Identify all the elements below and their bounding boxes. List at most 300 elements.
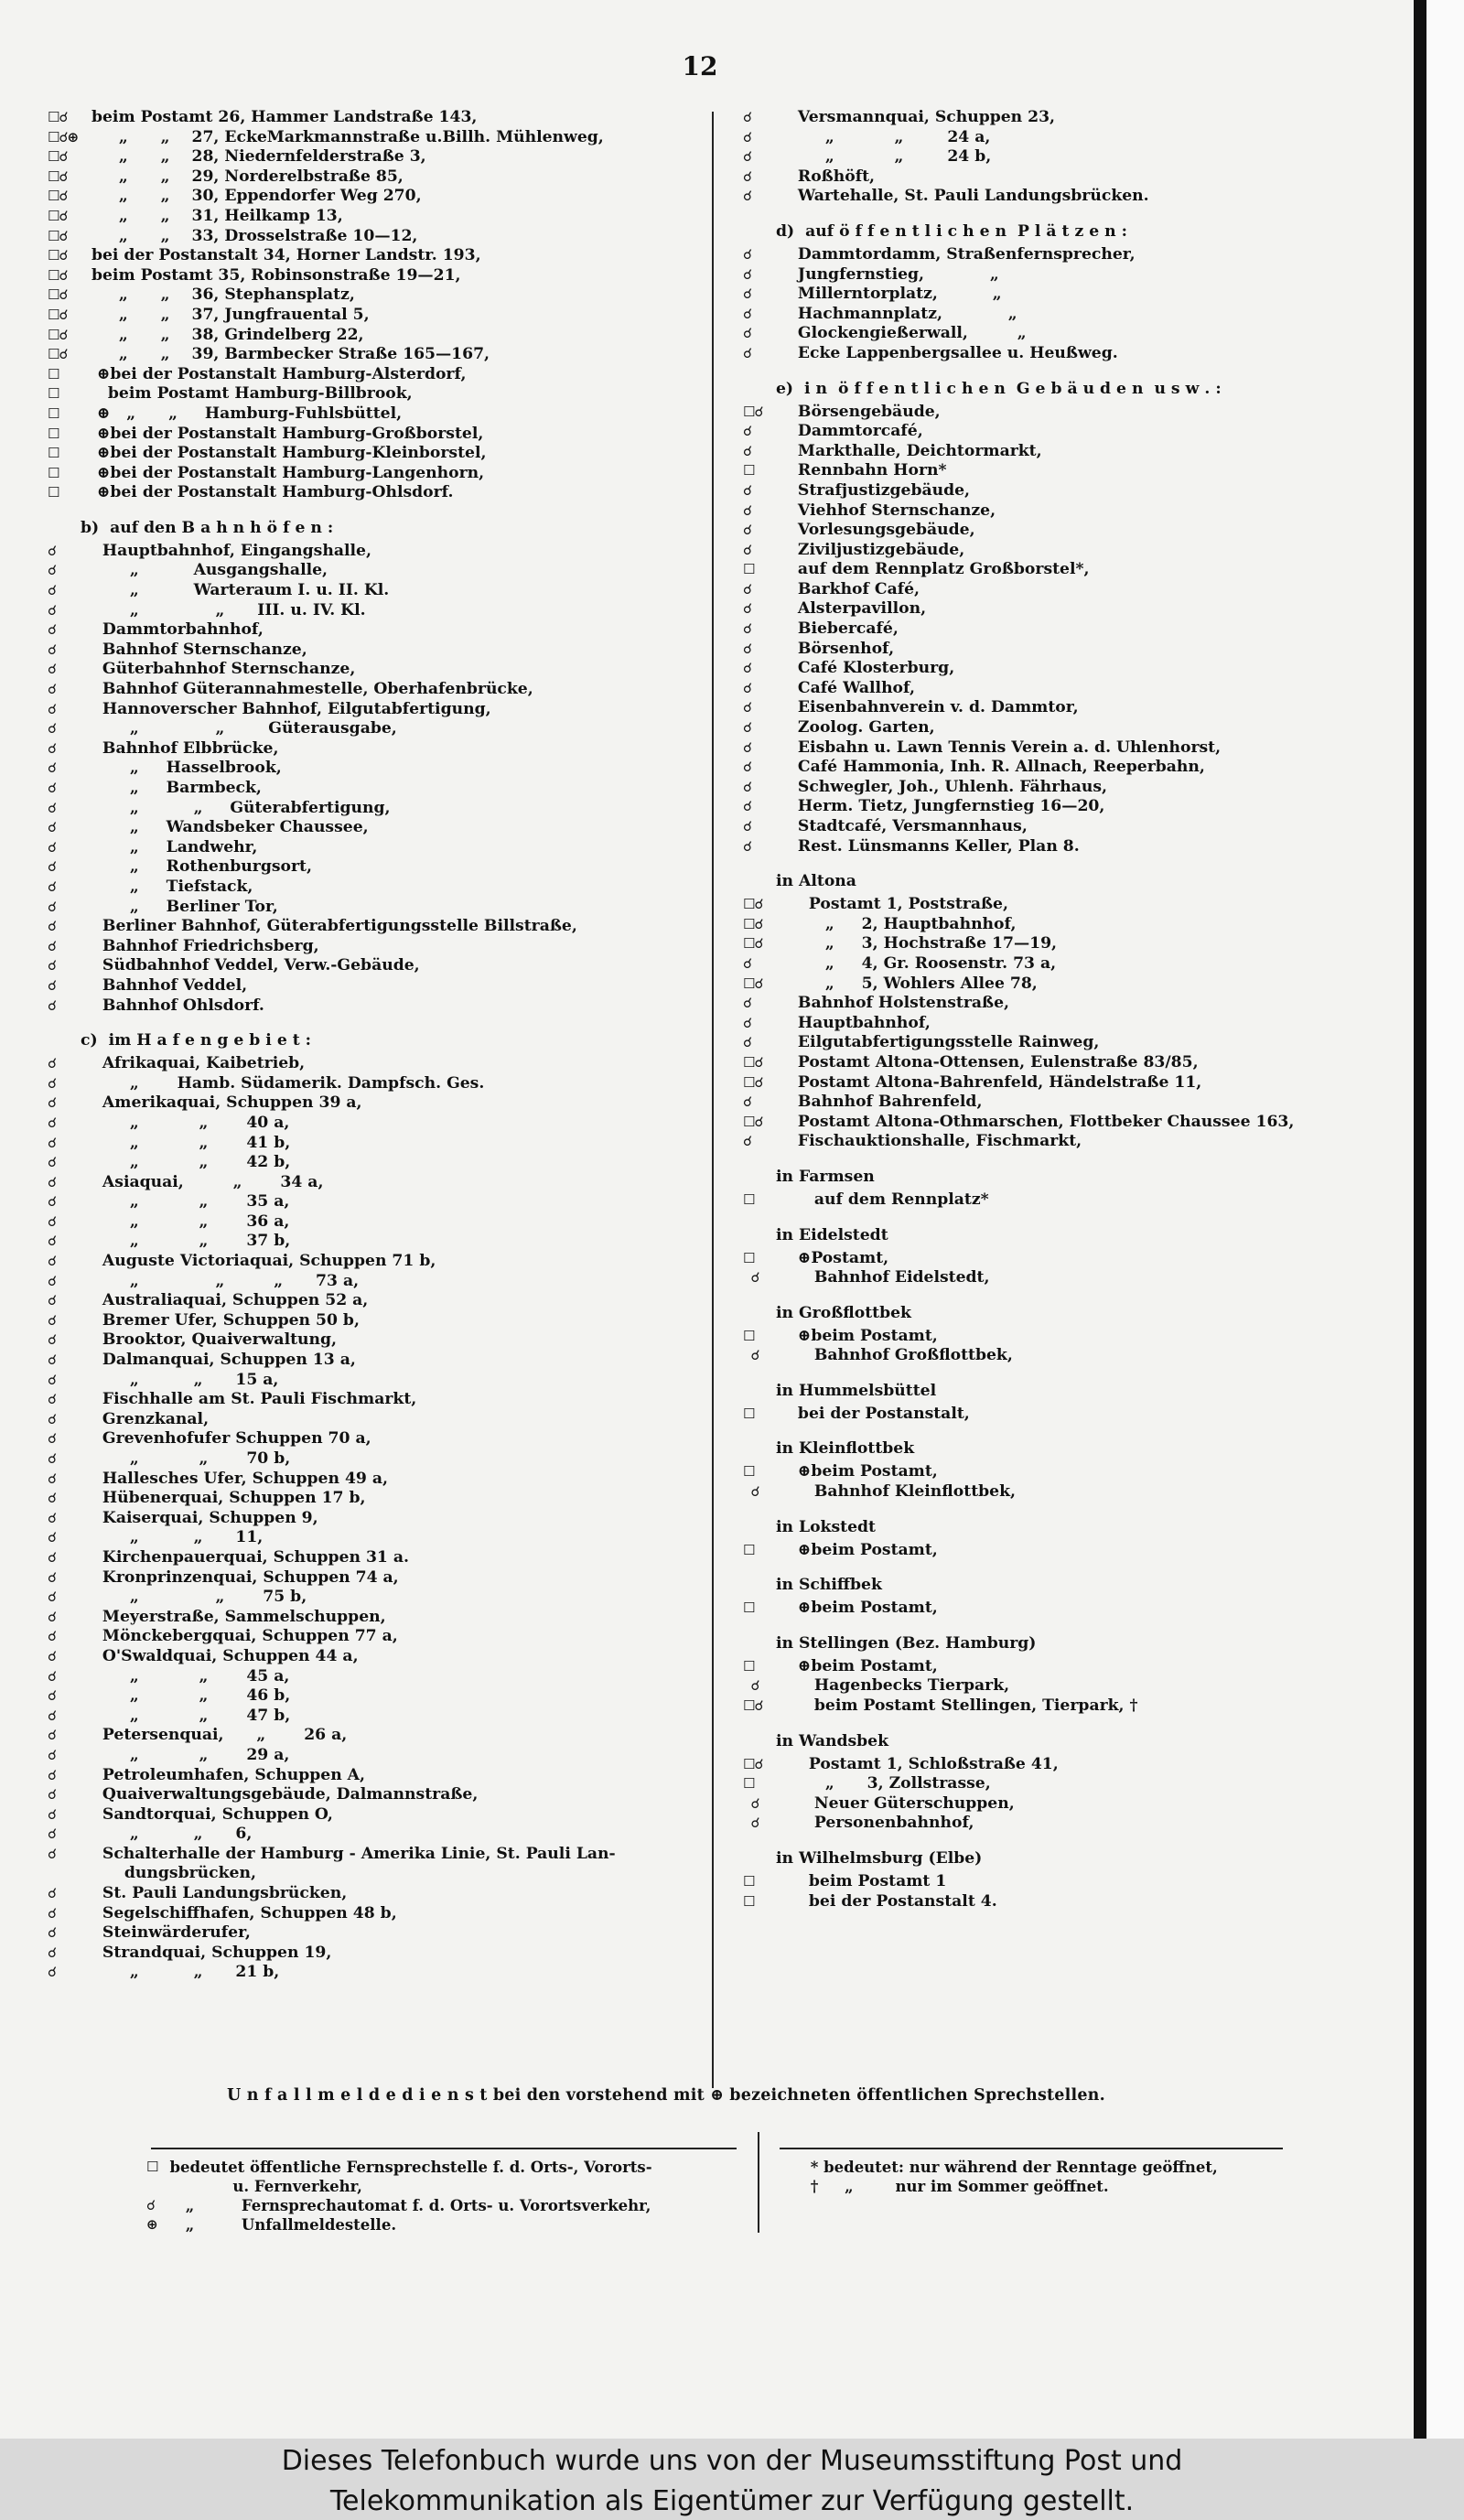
entry-text: Amerikaquai, Schuppen 39 a,	[81, 1093, 362, 1113]
right-entry	[743, 108, 1383, 128]
service-symbol-icon: ☐	[743, 462, 755, 479]
service-symbol-icon: ☌	[743, 1794, 759, 1812]
right-entry	[743, 817, 1383, 837]
service-symbol-icon: ☐☌	[48, 326, 68, 343]
left-entry	[48, 1192, 697, 1212]
right-entry	[743, 305, 1383, 325]
right-entry	[743, 1657, 1383, 1677]
service-symbol-icon: ☌	[48, 1134, 57, 1151]
entry-text: Café Wallhof,	[776, 678, 916, 697]
service-symbol-icon: ☌	[743, 1014, 752, 1031]
entry-text: ⊕Postamt,	[776, 1248, 889, 1267]
entry-text: in Wandsbek	[776, 1731, 889, 1750]
service-symbol-icon: ☌	[48, 819, 57, 836]
right-entry	[743, 1755, 1383, 1775]
entry-text: Wartehalle, St. Pauli Landungsbrücken.	[776, 187, 1149, 206]
service-symbol-icon: ☐☌	[48, 207, 68, 224]
page-number: 12	[682, 51, 718, 81]
entry-text: Fischhalle am St. Pauli Fischmarkt,	[81, 1390, 417, 1409]
left-entry	[48, 1647, 697, 1667]
left-entry	[48, 1429, 697, 1449]
service-symbol-icon: ☐☌⊕	[48, 128, 79, 145]
entry-text: ⊕bei der Postanstalt Hamburg-Alsterdorf,	[81, 364, 467, 383]
entry-text: „ „ 24 a,	[776, 127, 991, 146]
service-symbol-icon: ☌	[48, 1766, 57, 1783]
entry-text: Versmannquai, Schuppen 23,	[776, 108, 1056, 126]
entry-text: Bahnhof Holstenstraße,	[776, 994, 1009, 1013]
service-symbol-icon: ☌	[48, 1647, 57, 1664]
service-symbol-icon: ☐	[743, 1873, 755, 1890]
left-entry	[48, 1825, 697, 1845]
entry-text: in Hummelsbüttel	[776, 1381, 937, 1400]
service-symbol-icon: ☌	[48, 1410, 57, 1427]
service-symbol-icon: ☐☌	[48, 306, 68, 323]
right-entry	[743, 422, 1383, 442]
legend-left-entry	[146, 2177, 750, 2196]
left-entry	[48, 542, 697, 562]
service-symbol-icon: ☐☌	[48, 247, 68, 264]
left-entry	[48, 285, 697, 306]
service-symbol-icon: ☌	[743, 640, 752, 657]
entry-text: „ 3, Hochstraße 17—19,	[776, 934, 1058, 953]
left-entry	[48, 246, 697, 266]
service-symbol-icon: ☌	[743, 344, 752, 361]
legend-left-entry	[146, 2158, 750, 2177]
service-symbol-icon: ☌	[743, 719, 752, 737]
entry-text: Dammtorbahnhof,	[81, 620, 264, 640]
service-symbol-icon: ☌	[48, 562, 57, 579]
entry-text: in Farmsen	[776, 1167, 875, 1186]
service-symbol-icon: ☌	[743, 522, 752, 539]
entry-text: „ Landwehr,	[81, 837, 258, 856]
left-entry	[48, 1153, 697, 1173]
entry-text: Dammtorcafé,	[776, 422, 923, 441]
right-section-heading	[743, 1163, 1383, 1190]
right-section-heading	[743, 1299, 1383, 1327]
service-symbol-icon: ☌	[48, 1509, 57, 1526]
right-entry	[743, 698, 1383, 718]
service-symbol-icon: ☌	[48, 1272, 57, 1289]
right-section-heading	[743, 1513, 1383, 1541]
entry-text: beim Postamt Stellingen, Tierpark, †	[776, 1696, 1138, 1716]
left-entry	[48, 1470, 697, 1490]
service-symbol-icon: ☌	[743, 109, 752, 125]
right-entry	[743, 758, 1383, 778]
left-entry	[48, 147, 697, 167]
left-entry	[48, 404, 697, 425]
entry-text: in Kleinflottbek	[776, 1439, 915, 1459]
left-entry	[48, 857, 697, 878]
service-symbol-icon: ☐	[48, 425, 59, 442]
entry-text: Asiaquai, „ 34 a,	[81, 1172, 324, 1191]
entry-text: Markthalle, Deichtormarkt,	[776, 441, 1042, 460]
entry-text: Afrikaquai, Kaibetrieb,	[81, 1054, 306, 1073]
service-symbol-icon: ☐	[743, 1892, 755, 1910]
service-symbol-icon: ☌	[48, 1786, 57, 1804]
entry-text: Börsengebäude,	[776, 402, 941, 421]
service-symbol-icon: ☌	[48, 918, 57, 935]
entry-text: Steinwärderufer,	[81, 1923, 251, 1943]
left-entry	[48, 444, 697, 464]
entry-text: „ Hamb. Südamerik. Dampfsch. Ges.	[81, 1073, 485, 1093]
service-symbol-icon: ☐	[48, 484, 59, 501]
service-symbol-icon: ☌	[743, 501, 752, 519]
service-symbol-icon: ☌	[743, 759, 752, 776]
left-entry	[48, 128, 697, 148]
right-section-heading	[743, 1222, 1383, 1249]
service-symbol-icon: ☌	[48, 1193, 57, 1211]
service-symbol-icon: ☌	[48, 1074, 57, 1092]
left-entry	[48, 601, 697, 621]
service-symbol-icon: ☌	[743, 245, 752, 263]
service-symbol-icon: ☐☌	[48, 266, 68, 284]
service-symbol-icon: ☌	[743, 442, 752, 459]
service-symbol-icon: ☌	[146, 2197, 156, 2213]
service-symbol-icon: ☌	[48, 1707, 57, 1724]
entry-text: ⊕ „ „ Hamburg-Fuhlsbüttel,	[81, 404, 403, 423]
entry-text: „ 3, Zollstrasse,	[776, 1774, 991, 1793]
left-entry	[48, 1963, 697, 1983]
left-entry	[48, 306, 697, 326]
entry-text: „ „ 35 a,	[81, 1192, 290, 1212]
right-entry	[743, 324, 1383, 344]
right-entry	[743, 461, 1383, 481]
legend-right-entry	[805, 2158, 1318, 2177]
entry-text: in Lokstedt	[776, 1517, 876, 1536]
service-symbol-icon: ☌	[48, 838, 57, 856]
left-entry	[48, 167, 697, 188]
left-entry	[48, 1074, 697, 1094]
entry-text: „ „ 42 b,	[81, 1153, 291, 1172]
service-symbol-icon: ☌	[743, 188, 752, 205]
service-symbol-icon: ☌	[743, 620, 752, 638]
service-symbol-icon: ☌	[48, 739, 57, 757]
spacer	[743, 1424, 1383, 1435]
entry-text: Neuer Güterschuppen,	[776, 1793, 1015, 1813]
service-symbol-icon: ☐	[48, 365, 59, 382]
service-symbol-icon: ☌	[48, 799, 57, 816]
entry-text: „ „ 33, Drosselstraße 10—12,	[81, 226, 418, 245]
right-section-heading	[743, 375, 1383, 403]
service-symbol-icon: ☌	[743, 580, 752, 598]
right-entry	[743, 245, 1383, 265]
entry-text: Eilgutabfertigungsstelle Rainweg,	[776, 1033, 1100, 1052]
left-entry	[48, 1726, 697, 1746]
entry-text: „ Tiefstack,	[81, 877, 253, 896]
service-symbol-icon: ☌	[743, 1093, 752, 1111]
service-symbol-icon: ⊕	[146, 2216, 157, 2233]
entry-text: ⊕bei der Postanstalt Hamburg-Großborstel,	[81, 424, 484, 443]
left-entry	[48, 345, 697, 365]
service-symbol-icon: ☌	[48, 996, 57, 1014]
service-symbol-icon: ☐	[743, 1190, 755, 1208]
right-entry	[743, 599, 1383, 619]
entry-text: Stadtcafé, Versmannhaus,	[776, 817, 1028, 835]
entry-text: in Schiffbek	[776, 1576, 882, 1595]
service-symbol-icon: ☌	[48, 898, 57, 915]
right-section-heading	[743, 1571, 1383, 1599]
right-entry	[743, 994, 1383, 1014]
entry-text: Ziviljustizgebäude,	[776, 540, 965, 559]
right-entry	[743, 975, 1383, 995]
left-entry	[48, 1330, 697, 1351]
right-entry	[743, 128, 1383, 148]
entry-text: Petroleumhafen, Schuppen A,	[81, 1765, 366, 1784]
left-entry	[48, 1371, 697, 1391]
entry-text: „ „ 27, EckeMarkmannstraße u.Billh. Mühlenweg,	[81, 127, 604, 146]
ownership-banner	[0, 2439, 1464, 2520]
left-entry	[48, 660, 697, 680]
service-symbol-icon: ☌	[48, 1588, 57, 1606]
right-entry	[743, 778, 1383, 798]
right-entry	[743, 1249, 1383, 1269]
right-entry	[743, 442, 1383, 462]
service-symbol-icon: ☐	[743, 1657, 755, 1675]
entry-text: „ „ 31, Heilkamp 13,	[81, 206, 343, 225]
service-symbol-icon: ☌	[743, 481, 752, 499]
legend-right	[805, 2158, 1318, 2196]
legend-left-entry	[146, 2215, 750, 2235]
service-symbol-icon: ☌	[48, 1687, 57, 1705]
entry-text: Postamt 1, Poststraße,	[776, 895, 1008, 914]
right-section-heading	[743, 1435, 1383, 1462]
entry-text: Bieberсafé,	[776, 619, 899, 639]
entry-text: „ Warteraum I. u. II. Kl.	[81, 581, 390, 600]
right-entry	[743, 1696, 1383, 1717]
right-entry	[743, 954, 1383, 975]
service-symbol-icon: ☌	[48, 641, 57, 658]
entry-text: „ Barmbeck,	[81, 779, 262, 797]
right-entry	[743, 1482, 1383, 1502]
right-section-heading	[743, 1630, 1383, 1657]
spacer	[743, 1502, 1383, 1513]
right-entry	[743, 187, 1383, 207]
entry-text: „ „ 47 b,	[81, 1706, 291, 1725]
entry-text: Postamt Altona-Bahrenfeld, Händelstraße 11,	[776, 1072, 1202, 1092]
left-entry	[48, 937, 697, 957]
entry-text: Bahnhof Bahrenfeld,	[776, 1093, 983, 1112]
entry-text: Grenzkanal,	[81, 1409, 210, 1428]
service-symbol-icon: ☐☌	[48, 148, 68, 166]
right-entry	[743, 895, 1383, 915]
service-symbol-icon: ☌	[48, 1904, 57, 1922]
left-entry	[48, 898, 697, 918]
left-entry	[48, 1114, 697, 1134]
service-symbol-icon: ☌	[743, 1269, 759, 1287]
right-entry	[743, 718, 1383, 738]
left-entry	[48, 266, 697, 286]
service-symbol-icon: ☌	[48, 1371, 57, 1388]
service-symbol-icon: ☐☌	[743, 1113, 763, 1130]
left-entry	[48, 719, 697, 739]
legend-divider	[758, 2132, 759, 2233]
entry-text: Bahnhof Friedrichsberg,	[81, 936, 319, 955]
service-symbol-icon: ☌	[48, 1924, 57, 1942]
right-entry	[743, 1346, 1383, 1366]
right-section-heading	[743, 867, 1383, 895]
service-symbol-icon: ☐☌	[743, 1073, 763, 1091]
entry-text: Barkhof Café,	[776, 579, 920, 598]
service-symbol-icon: ☌	[48, 1094, 57, 1112]
entry-text: in Altona	[776, 872, 856, 891]
service-symbol-icon: ☌	[48, 1628, 57, 1645]
service-symbol-icon: ☐☌	[743, 896, 763, 913]
left-entry	[48, 483, 697, 503]
right-entry	[743, 1132, 1383, 1152]
entry-text: Hübenerquai, Schuppen 17 b,	[81, 1489, 366, 1508]
entry-text: „ „ 39, Barmbecker Straße 165—167,	[81, 345, 490, 364]
service-symbol-icon: ☌	[48, 1470, 57, 1487]
right-entry	[743, 1327, 1383, 1347]
service-symbol-icon: ☌	[48, 1450, 57, 1467]
entry-text: St. Pauli Landungsbrücken,	[81, 1884, 348, 1903]
left-entry	[48, 917, 697, 937]
left-entry	[48, 1449, 697, 1470]
entry-text: beim Postamt 1	[776, 1872, 947, 1890]
left-entry	[48, 1845, 697, 1865]
entry-text: Kronprinzenquai, Schuppen 74 a,	[81, 1567, 399, 1587]
spacer	[743, 1834, 1383, 1845]
entry-text: „ Berliner Tor,	[81, 897, 278, 916]
service-symbol-icon: ☌	[743, 778, 752, 795]
left-entry	[48, 641, 697, 661]
entry-text: „ „ „ 73 a,	[81, 1271, 360, 1290]
service-symbol-icon: ☌	[743, 167, 752, 185]
spacer	[743, 1152, 1383, 1163]
right-entry	[743, 1892, 1383, 1912]
service-symbol-icon: ☌	[48, 542, 57, 559]
entry-text: bei der Postanstalt 4.	[776, 1891, 997, 1911]
entry-text: in Großflottbek	[776, 1303, 911, 1322]
right-entry	[743, 1093, 1383, 1113]
left-entry	[48, 1272, 697, 1292]
service-symbol-icon: ☌	[48, 759, 57, 777]
left-entry	[48, 680, 697, 700]
entry-text: Vorlesungsgebäude,	[776, 521, 975, 540]
service-symbol-icon: ☌	[743, 798, 752, 815]
spacer	[743, 1366, 1383, 1377]
left-entry	[48, 1568, 697, 1588]
left-entry	[48, 1489, 697, 1509]
entry-text: Millerntorplatz, „	[776, 285, 1002, 304]
service-symbol-icon: ☐	[743, 1327, 755, 1344]
left-entry	[48, 1212, 697, 1233]
left-entry	[48, 1588, 697, 1608]
left-entry	[48, 799, 697, 819]
left-entry	[48, 1805, 697, 1825]
entry-text: * bedeutet: nur während der Renntage geöffnet,	[805, 2159, 1218, 2176]
service-symbol-icon: ☌	[48, 1845, 57, 1862]
entry-text: Postamt 1, Schloßstraße 41,	[776, 1754, 1059, 1773]
right-entry	[743, 1541, 1383, 1561]
entry-text: e) i n ö f f e n t l i c h e n G e b ä u d e n u s w . :	[776, 379, 1222, 398]
left-entry	[48, 1904, 697, 1924]
service-symbol-icon: ☌	[48, 1667, 57, 1685]
left-entry	[48, 1923, 697, 1944]
entry-text: Petersenquai, „ 26 a,	[81, 1726, 348, 1745]
service-symbol-icon: ☌	[48, 1608, 57, 1625]
service-symbol-icon: ☌	[48, 1825, 57, 1843]
left-entry	[48, 464, 697, 484]
service-symbol-icon: ☐☌	[743, 403, 763, 420]
left-entry	[48, 581, 697, 601]
entry-text: ⊕beim Postamt,	[776, 1462, 938, 1481]
left-entry	[48, 976, 697, 996]
service-symbol-icon: ☌	[48, 1490, 57, 1507]
left-entry	[48, 1785, 697, 1805]
entry-text: b) auf den B a h n h ö f e n :	[81, 518, 334, 537]
right-entry	[743, 1014, 1383, 1034]
entry-text: Grevenhofufer Schuppen 70 a,	[81, 1429, 371, 1448]
service-symbol-icon: ☌	[48, 1055, 57, 1072]
entry-text: Bremer Ufer, Schuppen 50 b,	[81, 1310, 360, 1330]
entry-text: „ „ 70 b,	[81, 1449, 291, 1468]
right-entry	[743, 167, 1383, 188]
entry-text: Auguste Victoriaquai, Schuppen 71 b,	[81, 1252, 436, 1271]
left-entry	[48, 1410, 697, 1430]
left-entry	[48, 1864, 697, 1884]
entry-text: Hauptbahnhof, Eingangshalle,	[81, 541, 371, 560]
service-symbol-icon: ☌	[48, 1548, 57, 1566]
service-symbol-icon: ☌	[48, 720, 57, 738]
right-entry	[743, 1405, 1383, 1425]
entry-text: † „ nur im Sommer geöffnet.	[805, 2178, 1109, 2195]
entry-text: Strandquai, Schuppen 19,	[81, 1943, 332, 1962]
entry-text: „ „ 46 b,	[81, 1686, 291, 1706]
left-entry	[48, 1766, 697, 1786]
entry-text: in Stellingen (Bez. Hamburg)	[776, 1633, 1037, 1653]
footer-rule-right	[780, 2148, 1283, 2149]
entry-text: u. Fernverkehr,	[159, 2178, 362, 2195]
service-symbol-icon: ☐	[743, 1541, 755, 1558]
left-entry	[48, 956, 697, 976]
service-symbol-icon: ☌	[743, 1815, 759, 1832]
right-entry	[743, 147, 1383, 167]
left-entry	[48, 1252, 697, 1272]
entry-text: Segelschiffhafen, Schuppen 48 b,	[81, 1903, 397, 1922]
unfall-note: U n f a l l m e l d e d i e n s t bei den vorstehend mit ⊕ bezeichneten öffentlichen Sprechstellen.	[227, 2086, 1105, 2105]
service-symbol-icon: ☌	[48, 1746, 57, 1763]
service-symbol-icon: ☌	[743, 699, 752, 716]
entry-text: Rennbahn Horn*	[776, 461, 947, 480]
entry-text: ⊕beim Postamt,	[776, 1599, 938, 1618]
entry-text: Bahnhof Kleinflottbek,	[776, 1482, 1016, 1502]
right-entry	[743, 679, 1383, 699]
entry-text: beim Postamt 35, Robinsonstraße 19—21,	[81, 265, 461, 285]
entry-text: ⊕beim Postamt,	[776, 1326, 938, 1345]
left-entry	[48, 1351, 697, 1371]
spacer	[743, 1619, 1383, 1630]
service-symbol-icon: ☌	[743, 679, 752, 696]
service-symbol-icon: ☌	[743, 423, 752, 440]
service-symbol-icon: ☌	[743, 148, 752, 166]
entry-text: Schalterhalle der Hamburg - Amerika Linie, St. Pauli Lan-	[81, 1844, 616, 1863]
service-symbol-icon: ☐☌	[48, 227, 68, 244]
service-symbol-icon: ☌	[48, 1391, 57, 1408]
right-entry	[743, 837, 1383, 857]
service-symbol-icon: ☌	[48, 661, 57, 678]
right-entry	[743, 1872, 1383, 1892]
right-section-heading	[743, 1845, 1383, 1872]
entry-text: Bahnhof Eidelstedt,	[776, 1268, 990, 1287]
entry-text: Roßhöft,	[776, 167, 876, 186]
entry-text: auf dem Rennplatz Großborstel*,	[776, 560, 1090, 579]
entry-text: ⊕bei der Postanstalt Hamburg-Ohlsdorf.	[81, 483, 454, 502]
service-symbol-icon: ☌	[743, 600, 752, 618]
entry-text: Viehhof Sternschanze,	[776, 501, 996, 520]
entry-text: „ „ 21 b,	[81, 1963, 280, 1982]
entry-text: Eisenbahnverein v. d. Dammtor,	[776, 698, 1079, 717]
